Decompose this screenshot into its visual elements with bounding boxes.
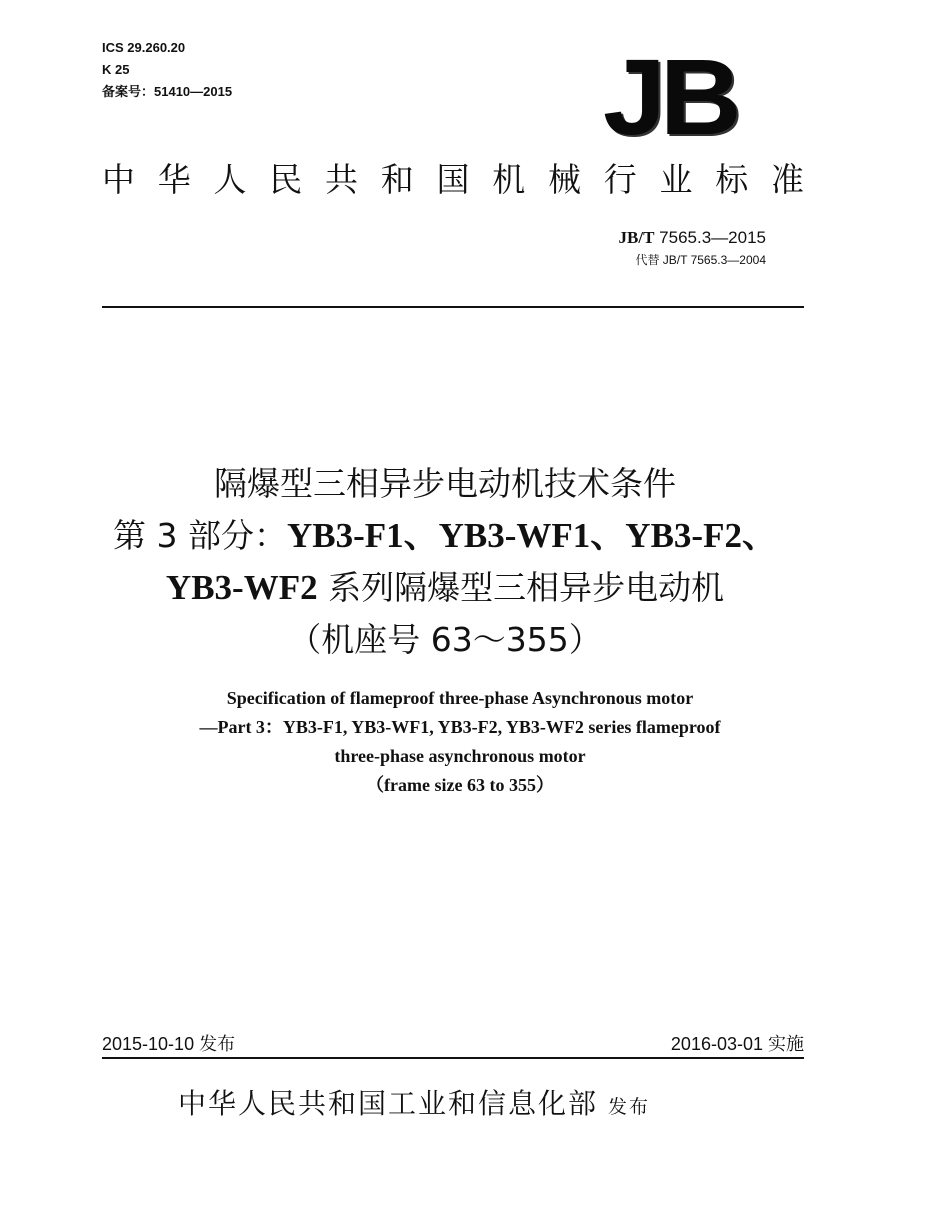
header-divider [102,306,804,308]
heading-char: 机 [492,160,526,199]
chinese-title-line-2: 第 3 部分：YB3-F1、YB3-WF1、YB3-F2、 [113,516,777,555]
heading-char: 业 [659,160,693,199]
standard-number: JB/T 7565.3—2015 [618,228,766,247]
filing-number: 备案号：51410—2015 [102,84,233,99]
heading-char: 标 [715,160,749,199]
chinese-title [0,458,890,666]
chinese-title-line-4: （机座号 63～355） [288,620,602,659]
english-title-line-2: —Part 3：YB3-F1, YB3-WF1, YB3-F2, YB3-WF2 series flameproof [199,717,721,737]
chinese-title-line-3: YB3-WF2 系列隔爆型三相异步电动机 [165,568,725,607]
standard-category-heading [102,158,804,202]
issuing-authority [178,1084,650,1127]
english-title [0,684,920,800]
heading-char: 械 [548,160,581,199]
replaces-standard: 代替 JB/T 7565.3—2004 [635,253,766,267]
heading-char: 民 [269,160,303,199]
english-title-line-4: （frame size 63 to 355） [366,775,554,795]
implementation-date: 2016-03-01 实施 [670,1034,804,1054]
issue-date: 2015-10-10 发布 [102,1034,236,1054]
heading-char: 国 [436,160,470,199]
footer-divider [102,1057,804,1059]
dates-row [102,1032,804,1056]
heading-char: 人 [213,160,247,199]
issuer-action: 发布 [608,1096,651,1118]
standard-number-block [619,227,766,271]
ics-code: ICS 29.260.20 [102,40,186,55]
heading-char: 准 [771,160,804,199]
jb-logo: JB [603,36,736,157]
english-title-line-1: Specification of flameproof three-phase Asynchronous motor [226,688,694,708]
heading-char: 华 [157,160,191,199]
heading-char: 中 [102,160,135,199]
heading-char: 和 [380,160,414,199]
heading-char: 共 [325,160,358,199]
heading-char: 行 [603,160,637,199]
classification-code: K 25 [102,62,130,77]
chinese-title-line-1: 隔爆型三相异步电动机技术条件 [214,464,676,503]
document-metadata [102,37,232,103]
issuer-name: 中华人民共和国工业和信息化部 [178,1087,599,1120]
english-title-line-3: three-phase asynchronous motor [334,746,586,766]
